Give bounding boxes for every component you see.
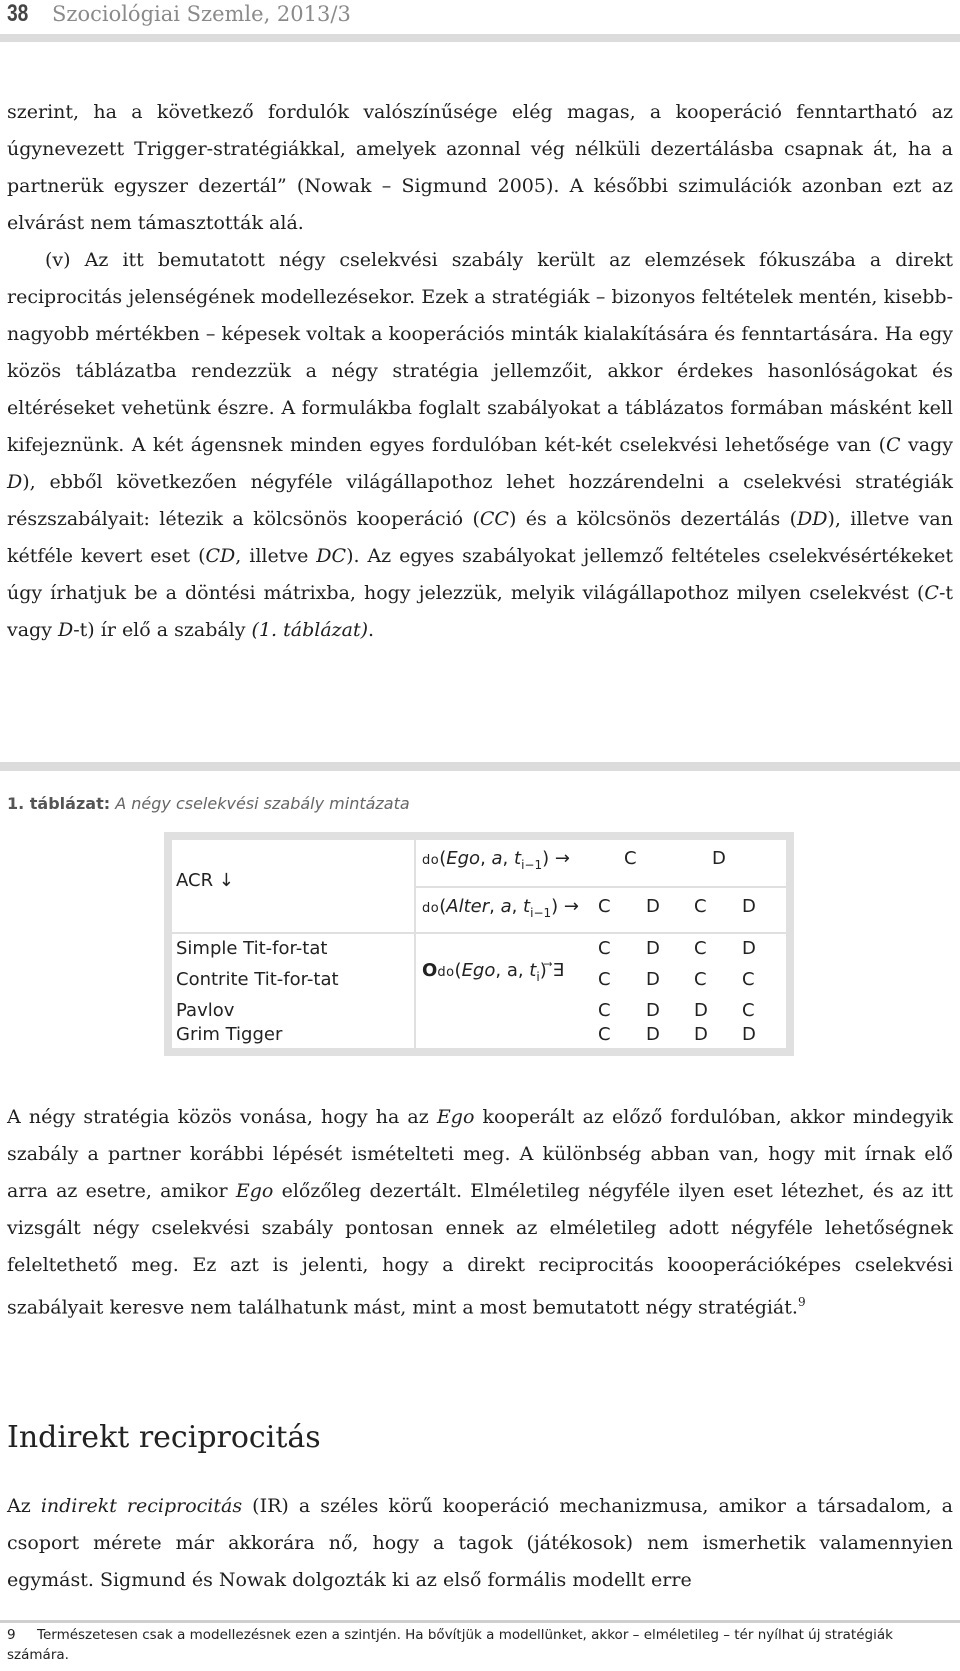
- strategy-name: Pavlov: [176, 1000, 235, 1021]
- section-heading: Indirekt reciprocitás: [7, 1420, 321, 1455]
- footnote-rule: [0, 1620, 960, 1623]
- table-top-rule: [0, 762, 960, 771]
- strategy-value: C: [598, 1000, 611, 1021]
- paragraph-3: [7, 1099, 953, 1326]
- journal-title: Szociológiai Szemle, 2013/3: [52, 2, 351, 26]
- strategy-value: C: [742, 969, 755, 990]
- strategy-value: C: [694, 969, 707, 990]
- header-rule: [0, 34, 960, 42]
- row-ego-value-c: C: [624, 848, 637, 869]
- obligation-label: Odo(Ego, a, $t_i$) ⃗∃: [422, 960, 564, 984]
- strategy-name: Contrite Tit-for-tat: [176, 969, 339, 990]
- row-alter-label: do(Alter, a, $t_{i-1}$) →: [422, 896, 579, 920]
- footnote: [7, 1625, 953, 1665]
- strategy-value: D: [646, 1024, 660, 1045]
- strategy-name: Grim Tigger: [176, 1024, 283, 1045]
- strategy-value: C: [598, 1024, 611, 1045]
- paragraph-2-text: (v) Az itt bemutatott négy cselekvési szabály került az elemzések fókuszába a direkt reciprocitás jelenségének modellezésekor. Ezek a stratégiák – bizonyos feltételek mentén, kisebb-nagyobb mértékben – képesek voltak a kooperációs minták kialakítására és fenntartására. Ha egy közös táblázatba rendezzük a négy stratégia jellemzőit, akkor érdekes hasonlóságokat és eltéréseket vehetünk észre. A formulákba foglalt szabályokat a táblázatos formában másként kell kifejeznünk. A két ágensnek minden egyes fordulóban két-két cselekvési lehetősége van (C vagy D), ebből következően négyféle világállapothoz lehet hozzárendelni a cselekvési stratégiák részszabályait: létezik a kölcsönös kooperáció (CC) és a kölcsönös dezertálás (DD), illetve van kétféle kevert eset (CD, illetve DC). Az egyes szabályokat jellemző feltételes cselekvésértékeket úgy írhatjuk be a döntési mátrixba, hogy jelezzük, melyik világállapothoz milyen cselekvést (C-t vagy D-t) ír elő a szabály (1. táblázat).: [7, 249, 954, 641]
- row-alter-value: C: [694, 896, 707, 917]
- table-caption-title: A négy cselekvési szabály mintázata: [115, 794, 410, 813]
- paragraph-4-text: Az indirekt reciprocitás (IR) a széles körű kooperáció mechanizmusa, amikor a társadalom, a csoport mérete már akkorára nő, hogy a tagok (játékosok) nem ismerhetik valamennyien egymást. Sigmund és Nowak dolgozták ki az első formális modellt erre: [7, 1495, 953, 1591]
- paragraph-1: [7, 94, 953, 242]
- paragraph-3-text: A négy stratégia közös vonása, hogy ha az Ego kooperált az előző fordulóban, akkor mindegyik szabály a partner korábbi lépését ismételteti meg. A különbség abban van, hogy mit írnak elő arra az esetre, amikor Ego előzőleg dezertált. Elméletileg négyféle ilyen eset létezhet, és az itt vizsgált négy cselekvési szabály pontosan ennek az elméletileg adott négyféle lehetőségnek feleltethető meg. Ez azt is jelenti, hogy a direkt reciprocitás koooperációképes cselekvési szabályait keresve nem találhatunk mást, mint a most bemutatott négy stratégiát.$^9$: [7, 1106, 953, 1319]
- strategy-value: C: [694, 938, 707, 959]
- table-reference: (1. táblázat): [251, 619, 369, 641]
- strategy-value: D: [646, 938, 660, 959]
- footnote-text: Természetesen csak a modellezésnek ezen a szintjén. Ha bővítjük a modellünket, akkor – elméletileg – tér nyílhat új stratégiák számára.: [7, 1627, 893, 1663]
- table-vertical-divider: [414, 840, 416, 1048]
- strategy-value: D: [742, 1024, 756, 1045]
- acr-header: ACR ↓: [176, 870, 234, 891]
- row-alter-value: D: [646, 896, 660, 917]
- table-caption: [7, 794, 410, 813]
- footnote-reference: 9: [797, 1295, 806, 1309]
- strategy-name: Simple Tit-for-tat: [176, 938, 328, 959]
- row-ego-value-d: D: [712, 848, 726, 869]
- strategy-value: D: [694, 1024, 708, 1045]
- table-divider-2: [172, 932, 786, 934]
- table-caption-number: 1. táblázat:: [7, 794, 111, 813]
- strategy-value: C: [598, 938, 611, 959]
- row-ego-label: do(Ego, a, $t_{i-1}$) →: [422, 848, 570, 872]
- table-divider-1: [416, 886, 786, 888]
- strategy-value: D: [694, 1000, 708, 1021]
- strategy-value: C: [742, 1000, 755, 1021]
- page-number: 38: [7, 0, 29, 27]
- paragraph-1-text: szerint, ha a következő fordulók valószínűsége elég magas, a kooperáció fenntartható az úgynevezett Trigger-stratégiákkal, amelyek azonnal vég nélküli dezertálásba csapnak át, ha a partnerük egyszer dezertál” (Nowak – Sigmund 2005). A későbbi szimulációk azonban ezt az elvárást nem támasztották alá.: [7, 101, 953, 234]
- row-alter-value: D: [742, 896, 756, 917]
- strategy-value: D: [646, 969, 660, 990]
- strategy-table: [164, 832, 794, 1056]
- row-alter-value: C: [598, 896, 611, 917]
- footnote-number: 9: [7, 1627, 16, 1643]
- paragraph-2: [7, 242, 953, 649]
- strategy-value: C: [598, 969, 611, 990]
- strategy-value: D: [742, 938, 756, 959]
- paragraph-4: [7, 1488, 953, 1599]
- strategy-value: D: [646, 1000, 660, 1021]
- running-header: [0, 0, 960, 34]
